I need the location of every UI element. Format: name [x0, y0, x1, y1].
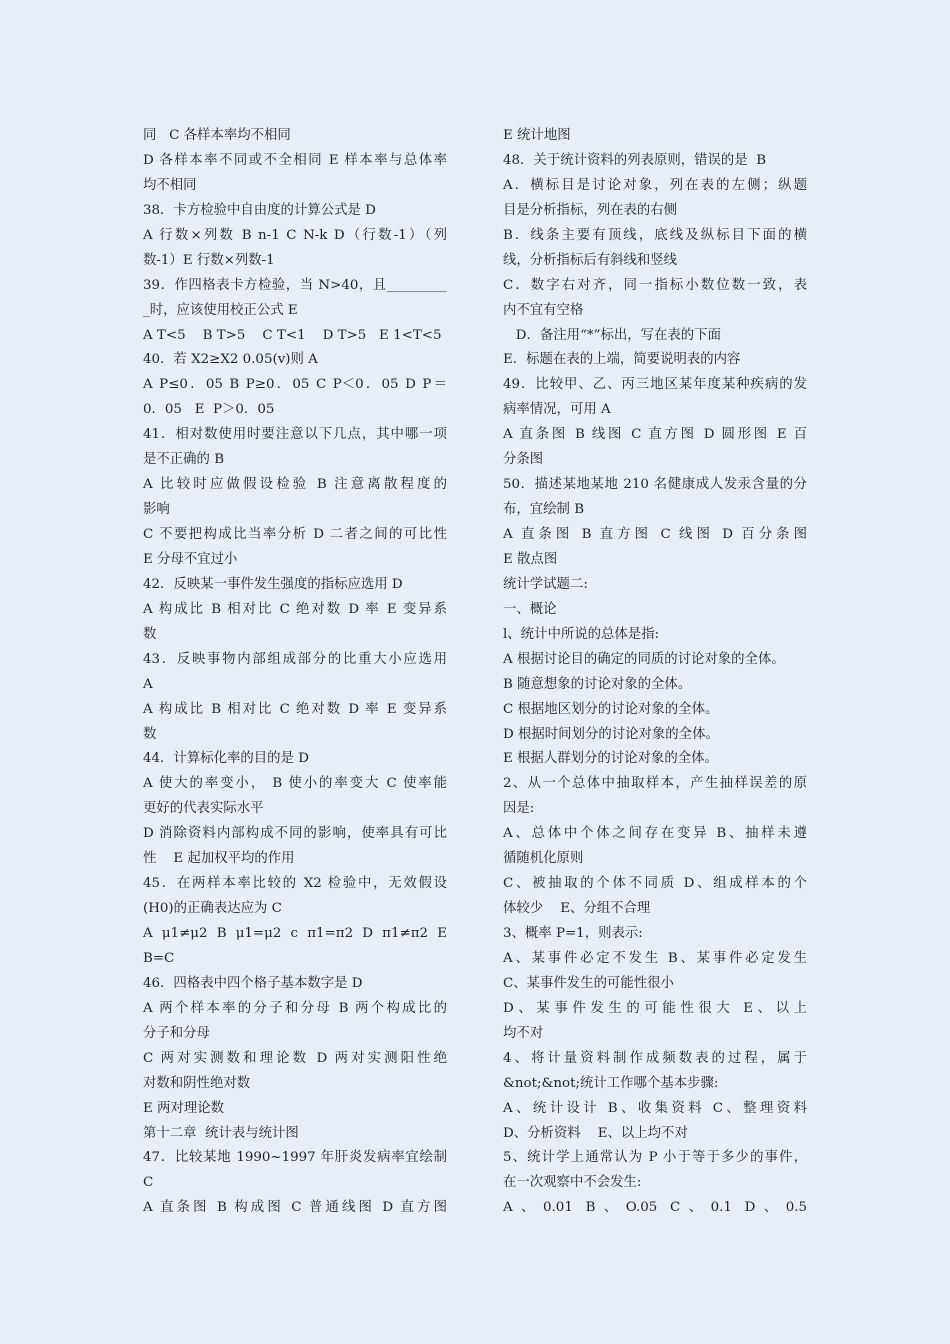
text-line: 数-1）E 行数×列数-1	[143, 252, 275, 268]
text-line: &not;&not;统计工作哪个基本步骤:	[503, 1075, 719, 1091]
text-line: 均不对	[503, 1025, 544, 1041]
text-line: E 分母不宜过小	[143, 551, 238, 567]
text-line: A．横标目是讨论对象，列在表的左侧；纵题	[503, 177, 807, 193]
text-line: C 根据地区划分的讨论对象的全体。	[503, 701, 719, 717]
text-line: 影响	[143, 502, 170, 518]
text-line: 统计学试题二:	[503, 576, 588, 592]
text-line: 43．反映事物内部组成部分的比重大小应选用	[143, 651, 447, 667]
text-line: A 直条图 B 构成图 C 普通线图 D 直方图	[143, 1200, 447, 1216]
text-line: 5、统计学上通常认为 P 小于等于多少的事件，	[503, 1150, 807, 1166]
text-line: 分条图	[503, 452, 544, 468]
text-line: 38．卡方检验中自由度的计算公式是 D	[143, 202, 376, 218]
text-line: 目是分析指标，列在表的右侧	[503, 202, 678, 218]
text-line: 46．四格表中四个格子基本数字是 D	[143, 975, 363, 991]
text-line: 数	[143, 726, 157, 742]
text-line: 分子和分母	[143, 1025, 210, 1041]
text-line: A、0.01 B、O.05 C、0.1 D、0.5	[503, 1200, 807, 1216]
text-line: B=C	[143, 950, 175, 966]
text-line: C．数字右对齐，同一指标小数位数一致，表	[503, 277, 807, 293]
text-line: A	[143, 676, 153, 692]
text-line: A P≤0．05 B P≥0．05 C P＜0．05 D P＝	[143, 377, 447, 393]
text-line: 一、概论	[503, 601, 557, 617]
text-line: 数	[143, 626, 157, 642]
text-line: 39．作四格表卡方检验，当 N>40，且_________	[143, 277, 447, 293]
text-line: A 直条图 B 直方图 C 线图 D 百分条图	[503, 527, 807, 542]
text-line: 循随机化原则	[503, 851, 584, 867]
text-line: A 直条图 B 线图 C 直方图 D 圆形图 E 百	[503, 427, 807, 443]
text-line: 病率情况，可用 A	[503, 402, 611, 418]
text-line: A、总体中个体之间存在变异 B、抽样未遵	[503, 826, 807, 842]
right-column	[503, 124, 807, 1221]
text-line: A 使大的率变小， B 使小的率变大 C 使率能	[143, 776, 447, 792]
text-line: 40．若 X2≥X2 0.05(v)则 A	[143, 352, 318, 368]
text-line: A 构成比 B 相对比 C 绝对数 D 率 E 变异系	[143, 601, 447, 617]
text-line: A μ1≠μ2 B μ1=μ2 c π1=π2 D π1≠π2 E	[143, 926, 447, 941]
left-column	[143, 124, 447, 1221]
text-line: A 比较时应做假设检验 B 注意离散程度的	[143, 477, 447, 493]
text-line: 布，宜绘制 B	[503, 502, 585, 518]
text-line: D 根据时间划分的讨论对象的全体。	[503, 726, 719, 742]
text-line: 45．在两样本率比较的 X2 检验中，无效假设	[143, 876, 447, 892]
text-line: 3、概率 P=1，则表示:	[503, 926, 643, 941]
text-line: D 各样本率不同或不全相同 E 样本率与总体率	[143, 152, 447, 168]
text-line: 线，分析指标后有斜线和竖线	[503, 252, 678, 268]
text-line: A 行数×列数 B n-1 C N-k D（行数-1）（列	[143, 227, 447, 243]
text-line: C、被抽取的个体不同质 D、组成样本的个	[503, 876, 807, 892]
text-line: 42．反映某一事件发生强度的指标应选用 D	[143, 576, 403, 592]
text-line: 均不相同	[143, 177, 197, 193]
text-line: 性 E 起加权平均的作用	[143, 851, 295, 867]
text-line: 因是:	[503, 801, 535, 817]
text-line: D、分析资料 E、以上均不对	[503, 1125, 688, 1141]
text-line: E 统计地图	[503, 128, 571, 143]
text-line: 体较少 E、分组不合理	[503, 901, 651, 917]
text-line: A、某事件必定不发生 B、某事件必定发生	[503, 950, 807, 966]
text-line: D 消除资料内部构成不同的影响，使率具有可比	[143, 826, 447, 842]
text-line: 44．计算标化率的目的是 D	[143, 751, 309, 767]
text-line: A T<5 B T>5 C T<1 D T>5 E 1<T<5	[143, 327, 442, 343]
text-line: 41．相对数使用时要注意以下几点，其中哪一项	[143, 427, 447, 443]
text-line: 2、从一个总体中抽取样本，产生抽样误差的原	[503, 776, 807, 792]
text-line: 更好的代表实际水平	[143, 801, 264, 817]
text-line: E 两对理论数	[143, 1100, 224, 1116]
text-line: A、统计设计 B、收集资料 C、整理资料	[503, 1100, 807, 1116]
text-line: E．标题在表的上端，简要说明表的内容	[503, 352, 741, 368]
text-line: _时，应该使用校正公式 E	[143, 302, 298, 318]
text-line: 49．比较甲、乙、丙三地区某年度某种疾病的发	[503, 377, 807, 393]
text-line: C 不要把构成比当率分析 D 二者之间的可比性	[143, 527, 447, 542]
text-line: E 散点图	[503, 551, 558, 567]
text-line: D、某事件发生的可能性很大 E、以上	[503, 1000, 807, 1016]
text-line: 50．描述某地某地 210 名健康成人发汞含量的分	[503, 477, 807, 493]
text-line: 同 C 各样本率均不相同	[143, 128, 291, 143]
text-line: 第十二章 统计表与统计图	[143, 1125, 299, 1141]
text-line: 是不正确的 B	[143, 452, 225, 468]
text-line: C 两对实测数和理论数 D 两对实测阳性绝	[143, 1050, 447, 1066]
text-line: 0．05 E P＞0．05	[143, 402, 275, 418]
text-line: 47．比较某地 1990~1997 年肝炎发病率宜绘制	[143, 1150, 447, 1166]
text-line: 对数和阴性绝对数	[143, 1075, 251, 1091]
text-line: 48．关于统计资料的列表原则，错误的是 B	[503, 152, 767, 168]
text-line: A 构成比 B 相对比 C 绝对数 D 率 E 变异系	[143, 701, 447, 717]
text-line: C、某事件发生的可能性很小	[503, 975, 674, 991]
text-line: D．备注用“*”标出，写在表的下面	[503, 327, 721, 343]
text-line: C	[143, 1175, 154, 1191]
text-line: E 根据人群划分的讨论对象的全体。	[503, 751, 718, 767]
text-line: B．线条主要有顶线，底线及纵标目下面的横	[503, 227, 807, 243]
text-line: 4、将计量资料制作成频数表的过程，属于	[503, 1050, 807, 1066]
text-line: B 随意想象的讨论对象的全体。	[503, 676, 692, 692]
text-line: 在一次观察中不会发生:	[503, 1175, 642, 1191]
text-line: (H0)的正确表达应为 C	[143, 901, 282, 917]
text-line: 内不宜有空格	[503, 302, 584, 318]
text-line: l、统计中所说的总体是指:	[503, 626, 660, 642]
text-line: A 根据讨论目的确定的同质的讨论对象的全体。	[503, 651, 785, 667]
text-line: A 两个样本率的分子和分母 B 两个构成比的	[143, 1000, 447, 1016]
